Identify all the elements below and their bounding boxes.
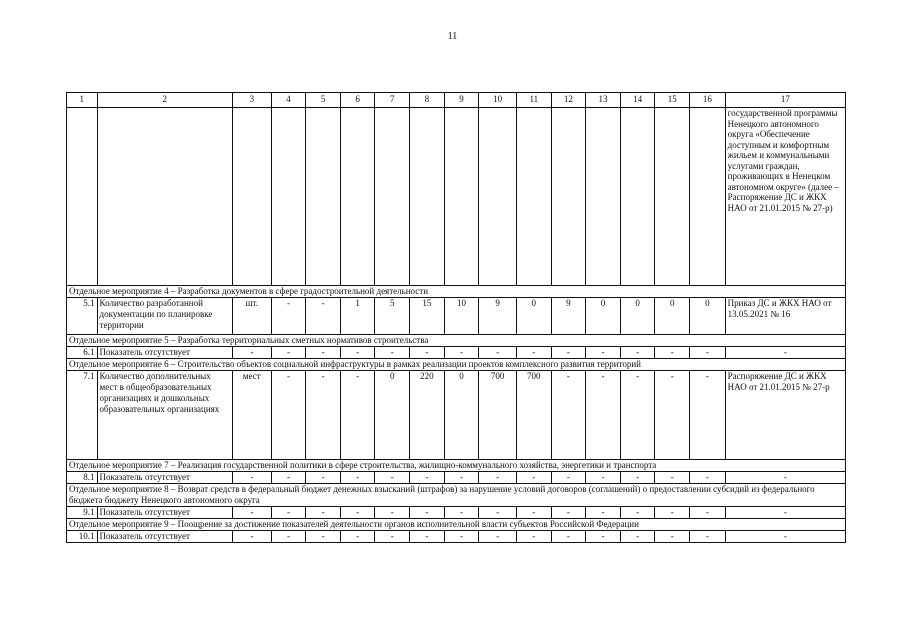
value-cell: - [375, 531, 410, 543]
value-cell: - [271, 347, 306, 359]
value-cell: 0 [690, 298, 726, 335]
value-cell: 700 [516, 371, 551, 460]
indicator-name: Показатель отсутствует [97, 507, 232, 519]
col-header: 6 [340, 93, 375, 108]
section-row [67, 286, 846, 298]
value-cell: - [410, 347, 445, 359]
indicator-name: Показатель отсутствует [97, 531, 232, 543]
value-cell: 0 [620, 298, 655, 335]
col-header: 13 [586, 93, 621, 108]
value-cell: - [271, 507, 306, 519]
row-number: 5.1 [67, 298, 98, 335]
col-header: 4 [271, 93, 306, 108]
section-row [67, 484, 846, 507]
value-cell: 0 [516, 298, 551, 335]
value-cell: - [340, 531, 375, 543]
value-cell: - [271, 472, 306, 484]
value-cell: 5 [375, 298, 410, 335]
value-cell: - [444, 531, 479, 543]
col-header: 5 [306, 93, 341, 108]
col-header: 10 [479, 93, 517, 108]
value-cell: - [620, 371, 655, 460]
indicator-name: Количество разработанной документации по планировке территории [97, 298, 232, 335]
indicator-name: Количество дополнительных мест в общеобразовательных организациях и дошкольных образовательных организациях [97, 371, 232, 460]
section-title: Отдельное мероприятие 4 – Разработка документов в сфере градостроительной деятельности [67, 286, 846, 298]
row-number: 8.1 [67, 472, 98, 484]
value-cell: 220 [410, 371, 445, 460]
table-row [67, 507, 846, 519]
value-cell: - [655, 347, 690, 359]
value-cell: - [375, 472, 410, 484]
section-title: Отдельное мероприятие 8 – Возврат средств в федеральный бюджет денежных взысканий (штрафов) за нарушение условий договоров (соглашений) о предоставлении субсидий из федерального бюджета бюджету Ненецкого автономного округа [67, 484, 846, 507]
value-cell: - [306, 507, 341, 519]
value-cell: - [516, 531, 551, 543]
value-cell: - [551, 347, 586, 359]
section-row [67, 519, 846, 531]
note-cell: Приказ ДС и ЖКХ НАО от 13.05.2021 № 16 [725, 298, 845, 335]
value-cell: - [306, 472, 341, 484]
value-cell: - [271, 371, 306, 460]
value-cell: - [586, 531, 621, 543]
section-title: Отдельное мероприятие 9 – Поощрение за достижение показателей деятельности органов исполнительной власти субъектов Российской Федерации [67, 519, 846, 531]
section-row [67, 359, 846, 371]
note-cell: - [725, 347, 845, 359]
col-header: 7 [375, 93, 410, 108]
col-header: 11 [516, 93, 551, 108]
value-cell: - [690, 347, 726, 359]
note-cell: государственной программы Ненецкого автономного округа «Обеспечение доступным и комфортным жильем и коммунальными услугами граждан, проживающих в Ненецком автономном округе» (далее – Распоряжение ДС и ЖКХ НАО от 21.01.2015 № 27-р) [725, 108, 845, 286]
value-cell: - [340, 472, 375, 484]
header-row [67, 93, 846, 108]
section-row [67, 335, 846, 347]
table-row [67, 531, 846, 543]
value-cell: - [551, 371, 586, 460]
value-cell: 9 [479, 298, 517, 335]
value-cell: - [340, 507, 375, 519]
value-cell: - [620, 507, 655, 519]
page-number: 11 [447, 31, 458, 42]
table-row [67, 371, 846, 460]
section-title: Отдельное мероприятие 6 – Строительство объектов социальной инфраструктуры в рамках реализации проектов комплексного развития территорий [67, 359, 846, 371]
value-cell: - [655, 371, 690, 460]
value-cell: - [306, 371, 341, 460]
row-number: 6.1 [67, 347, 98, 359]
col-header: 1 [67, 93, 98, 108]
value-cell: - [586, 472, 621, 484]
value-cell: - [586, 371, 621, 460]
col-header: 8 [410, 93, 445, 108]
col-header: 12 [551, 93, 586, 108]
unit-cell: шт. [232, 298, 271, 335]
value-cell: - [655, 507, 690, 519]
section-row [67, 460, 846, 472]
col-header: 15 [655, 93, 690, 108]
value-cell: - [551, 472, 586, 484]
table-row [67, 347, 846, 359]
note-cell: - [725, 472, 845, 484]
value-cell: - [690, 371, 726, 460]
row-number: 10.1 [67, 531, 98, 543]
value-cell: - [340, 371, 375, 460]
value-cell: - [340, 347, 375, 359]
value-cell: 0 [444, 371, 479, 460]
value-cell: - [410, 472, 445, 484]
col-header: 16 [690, 93, 726, 108]
value-cell: - [479, 347, 517, 359]
value-cell: 9 [551, 298, 586, 335]
value-cell: - [306, 531, 341, 543]
note-cell: Распоряжение ДС и ЖКХ НАО от 21.01.2015 № 27-р [725, 371, 845, 460]
value-cell: 10 [444, 298, 479, 335]
value-cell: - [516, 507, 551, 519]
value-cell: - [516, 472, 551, 484]
value-cell: - [586, 507, 621, 519]
row-number: 7.1 [67, 371, 98, 460]
value-cell: - [655, 531, 690, 543]
col-header: 9 [444, 93, 479, 108]
unit-cell: - [232, 347, 271, 359]
value-cell: - [271, 531, 306, 543]
value-cell: 0 [586, 298, 621, 335]
value-cell: - [306, 347, 341, 359]
value-cell: - [655, 472, 690, 484]
value-cell: 0 [375, 371, 410, 460]
unit-cell: мест [232, 371, 271, 460]
continuation-row [67, 108, 846, 286]
value-cell: 15 [410, 298, 445, 335]
value-cell: - [479, 472, 517, 484]
value-cell: - [620, 347, 655, 359]
indicator-name: Показатель отсутствует [97, 347, 232, 359]
note-cell: - [725, 531, 845, 543]
value-cell: - [551, 507, 586, 519]
value-cell: - [306, 298, 341, 335]
value-cell: - [690, 472, 726, 484]
value-cell: - [479, 531, 517, 543]
value-cell: - [444, 507, 479, 519]
value-cell: - [375, 347, 410, 359]
row-number: 9.1 [67, 507, 98, 519]
value-cell: 1 [340, 298, 375, 335]
value-cell: - [586, 347, 621, 359]
unit-cell: - [232, 507, 271, 519]
value-cell: - [375, 507, 410, 519]
value-cell: 0 [655, 298, 690, 335]
value-cell: - [690, 507, 726, 519]
value-cell: 700 [479, 371, 517, 460]
value-cell: - [410, 507, 445, 519]
col-header: 2 [97, 93, 232, 108]
value-cell: - [516, 347, 551, 359]
value-cell: - [271, 298, 306, 335]
section-title: Отдельное мероприятие 5 – Разработка территориальных сметных нормативов строительства [67, 335, 846, 347]
table-row [67, 298, 846, 335]
value-cell: - [444, 472, 479, 484]
col-header: 3 [232, 93, 271, 108]
value-cell: - [551, 531, 586, 543]
value-cell: - [444, 347, 479, 359]
value-cell: - [410, 531, 445, 543]
unit-cell: - [232, 531, 271, 543]
col-header: 17 [725, 93, 845, 108]
value-cell: - [690, 531, 726, 543]
value-cell: - [620, 531, 655, 543]
unit-cell: - [232, 472, 271, 484]
section-title: Отдельное мероприятие 7 – Реализация государственной политики в сфере строительства, жилищно-коммунального хозяйства, энергетики и транспорта [67, 460, 846, 472]
indicators-table [66, 92, 846, 543]
value-cell: - [620, 472, 655, 484]
value-cell: - [479, 507, 517, 519]
note-cell: - [725, 507, 845, 519]
col-header: 14 [620, 93, 655, 108]
indicator-name: Показатель отсутствует [97, 472, 232, 484]
table-row [67, 472, 846, 484]
